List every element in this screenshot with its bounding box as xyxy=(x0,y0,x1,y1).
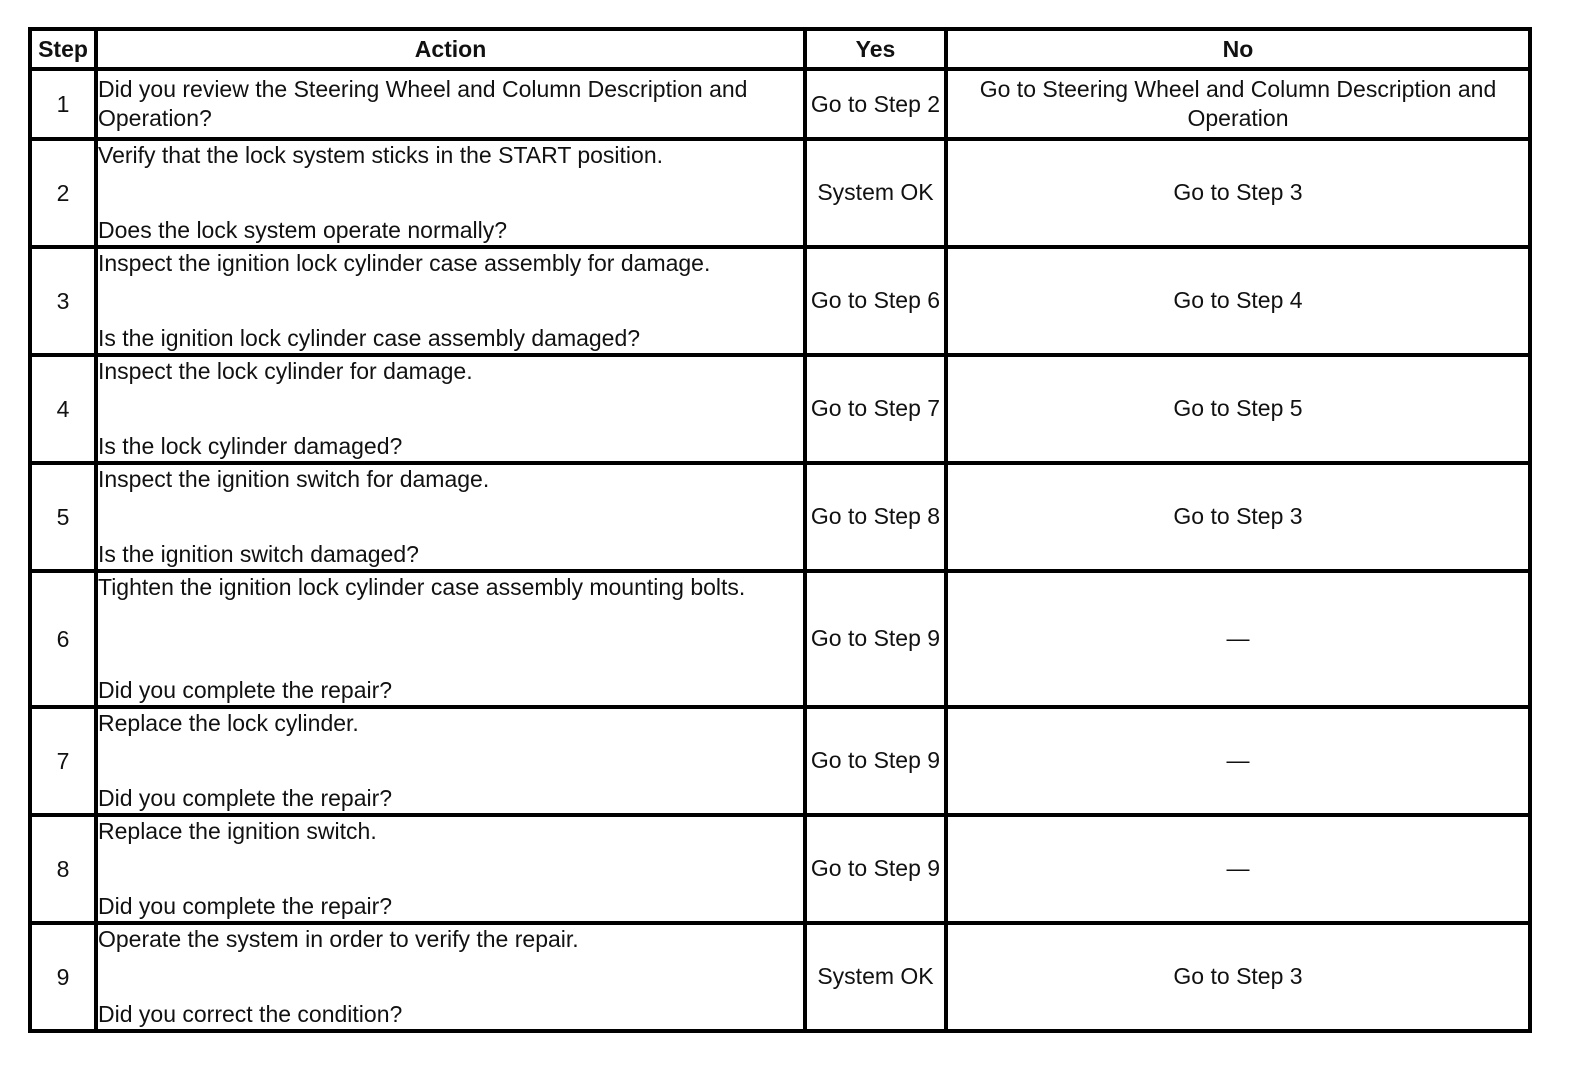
header-no: No xyxy=(946,29,1530,69)
no-text: — xyxy=(1226,746,1250,773)
table-row xyxy=(30,923,1530,1031)
table-row xyxy=(30,247,1530,355)
step-number: 8 xyxy=(30,815,96,923)
yes-cell xyxy=(805,355,946,463)
no-text: Go to Step 3 xyxy=(1173,502,1303,529)
action-instruction: Inspect the ignition switch for damage. xyxy=(98,466,490,492)
no-cell xyxy=(946,707,1530,815)
action-cell xyxy=(96,815,805,923)
action-question: Does the lock system operate normally? xyxy=(98,217,508,243)
action-question: Did you complete the repair? xyxy=(98,893,393,919)
step-number: 7 xyxy=(30,707,96,815)
no-text: Go to Step 3 xyxy=(1173,178,1303,205)
no-text: Go to Step 5 xyxy=(1173,394,1303,421)
action-question: Is the ignition switch damaged? xyxy=(98,541,419,567)
step-number: 3 xyxy=(30,247,96,355)
action-cell xyxy=(96,69,805,139)
table-row xyxy=(30,355,1530,463)
action-instruction: Replace the ignition switch. xyxy=(98,818,377,844)
action-question: Did you complete the repair? xyxy=(98,785,393,811)
no-cell xyxy=(946,923,1530,1031)
action-question: Is the ignition lock cylinder case assembly damaged? xyxy=(98,325,641,351)
action-cell xyxy=(96,355,805,463)
no-text: — xyxy=(1226,624,1250,651)
action-cell xyxy=(96,923,805,1031)
yes-text: Go to Step 9 xyxy=(810,624,941,651)
no-cell xyxy=(946,355,1530,463)
action-cell xyxy=(96,571,805,707)
no-cell xyxy=(946,571,1530,707)
action-instruction: Replace the lock cylinder. xyxy=(98,710,359,736)
action-instruction: Tighten the ignition lock cylinder case assembly mounting bolts. xyxy=(98,574,746,600)
step-number: 1 xyxy=(30,69,96,139)
no-cell xyxy=(946,247,1530,355)
header-action: Action xyxy=(96,29,805,69)
action-cell xyxy=(96,247,805,355)
no-cell xyxy=(946,463,1530,571)
no-text: — xyxy=(1226,854,1250,881)
step-number: 2 xyxy=(30,139,96,247)
step-number: 6 xyxy=(30,571,96,707)
yes-text: System OK xyxy=(817,178,934,205)
action-instruction: Inspect the ignition lock cylinder case assembly for damage. xyxy=(98,250,711,276)
step-number: 4 xyxy=(30,355,96,463)
action-instruction: Verify that the lock system sticks in the START position. xyxy=(98,142,664,168)
yes-text: System OK xyxy=(817,962,934,989)
step-number: 5 xyxy=(30,463,96,571)
yes-cell xyxy=(805,139,946,247)
diagnostic-table xyxy=(28,27,1532,1033)
action-cell xyxy=(96,707,805,815)
table-row xyxy=(30,571,1530,707)
table-row xyxy=(30,815,1530,923)
header-yes: Yes xyxy=(805,29,946,69)
yes-text: Go to Step 6 xyxy=(810,286,941,313)
action-question: Did you review the Steering Wheel and Column Description and Operation? xyxy=(98,76,748,131)
action-question: Did you complete the repair? xyxy=(98,677,393,703)
yes-cell xyxy=(805,923,946,1031)
table-row xyxy=(30,139,1530,247)
action-instruction: Operate the system in order to verify the repair. xyxy=(98,926,579,952)
header-row xyxy=(30,29,1530,69)
table-row xyxy=(30,707,1530,815)
yes-text: Go to Step 8 xyxy=(810,502,941,529)
header-step: Step xyxy=(30,29,96,69)
yes-cell xyxy=(805,707,946,815)
yes-text: Go to Step 9 xyxy=(810,854,941,881)
no-text: Go to Step 3 xyxy=(1173,962,1303,989)
action-question: Did you correct the condition? xyxy=(98,1001,403,1027)
yes-cell: Go to Step 2 xyxy=(805,69,946,139)
step-number: 9 xyxy=(30,923,96,1031)
yes-cell xyxy=(805,815,946,923)
action-question: Is the lock cylinder damaged? xyxy=(98,433,403,459)
yes-text: Go to Step 9 xyxy=(810,746,941,773)
no-cell xyxy=(946,815,1530,923)
yes-cell xyxy=(805,463,946,571)
action-cell xyxy=(96,463,805,571)
action-cell xyxy=(96,139,805,247)
no-text: Go to Step 4 xyxy=(1173,286,1303,313)
table-row xyxy=(30,69,1530,139)
no-cell xyxy=(946,139,1530,247)
table-row xyxy=(30,463,1530,571)
yes-cell xyxy=(805,247,946,355)
action-instruction: Inspect the lock cylinder for damage. xyxy=(98,358,473,384)
no-cell: Go to Steering Wheel and Column Description and Operation xyxy=(946,69,1530,139)
yes-cell xyxy=(805,571,946,707)
yes-text: Go to Step 7 xyxy=(810,394,941,421)
